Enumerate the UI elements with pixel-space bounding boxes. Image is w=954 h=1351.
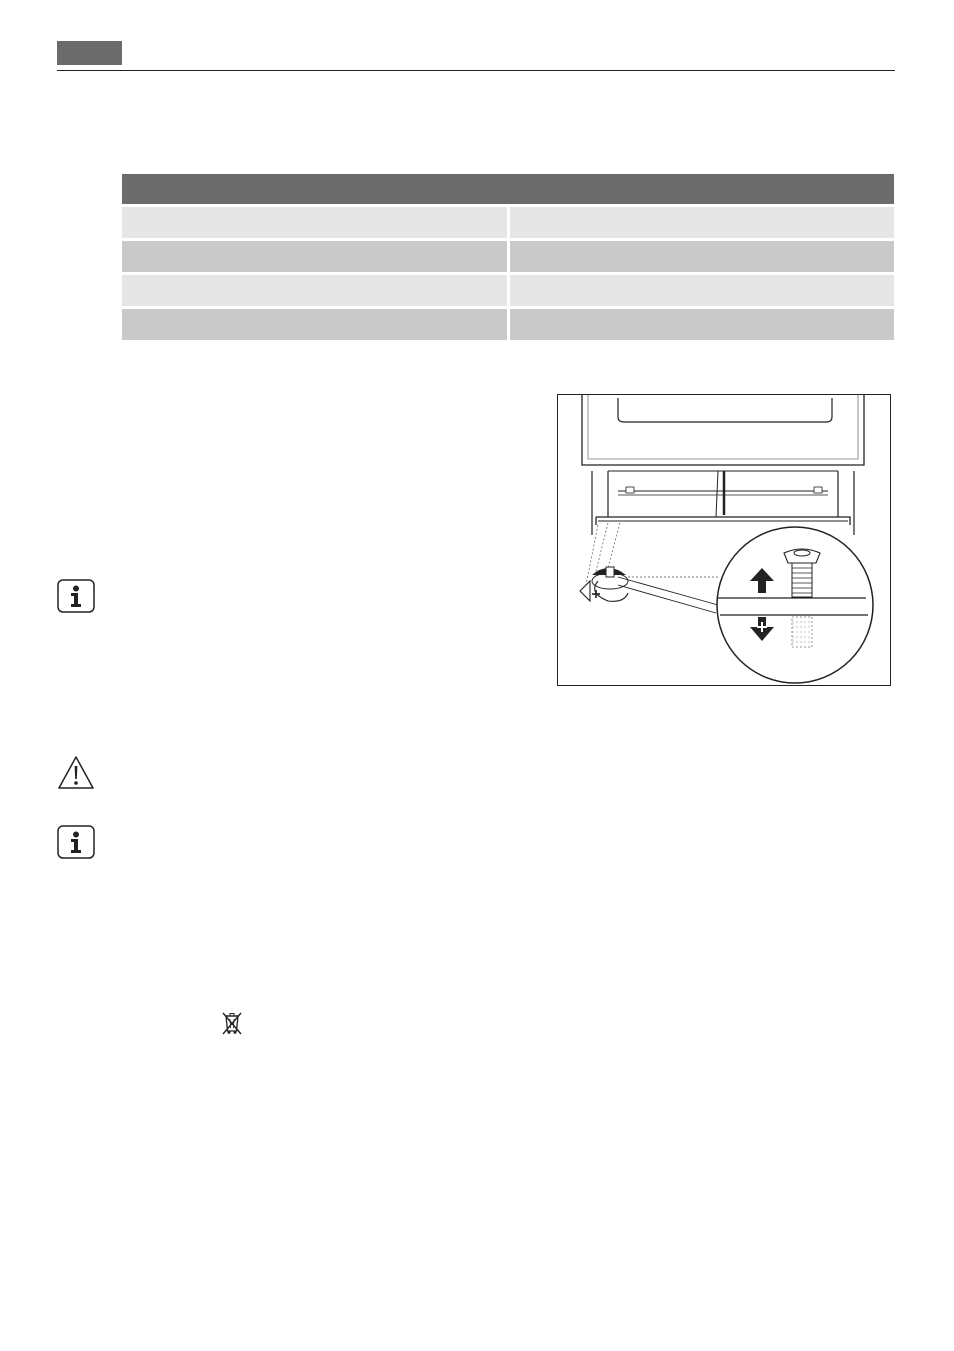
table-row (122, 241, 894, 272)
crossed-out-bin-icon (220, 1010, 244, 1036)
table-cell-label (122, 275, 507, 306)
table-row (122, 309, 894, 340)
table-cell-value (510, 309, 894, 340)
leveling-foot-figure (557, 394, 891, 686)
table-header (122, 174, 894, 204)
table-row (122, 207, 894, 238)
header-rule (57, 70, 895, 71)
table-cell-value (510, 241, 894, 272)
warning-icon (57, 755, 95, 791)
specification-table (122, 174, 894, 340)
table-cell-value (510, 207, 894, 238)
section-tab (57, 41, 122, 65)
info-icon (57, 825, 95, 859)
cooker-illustration (558, 395, 891, 686)
table-cell-label (122, 241, 507, 272)
table-row (122, 275, 894, 306)
table-cell-value (510, 275, 894, 306)
table-cell-label (122, 207, 507, 238)
table-cell-label (122, 309, 507, 340)
info-icon (57, 579, 95, 613)
